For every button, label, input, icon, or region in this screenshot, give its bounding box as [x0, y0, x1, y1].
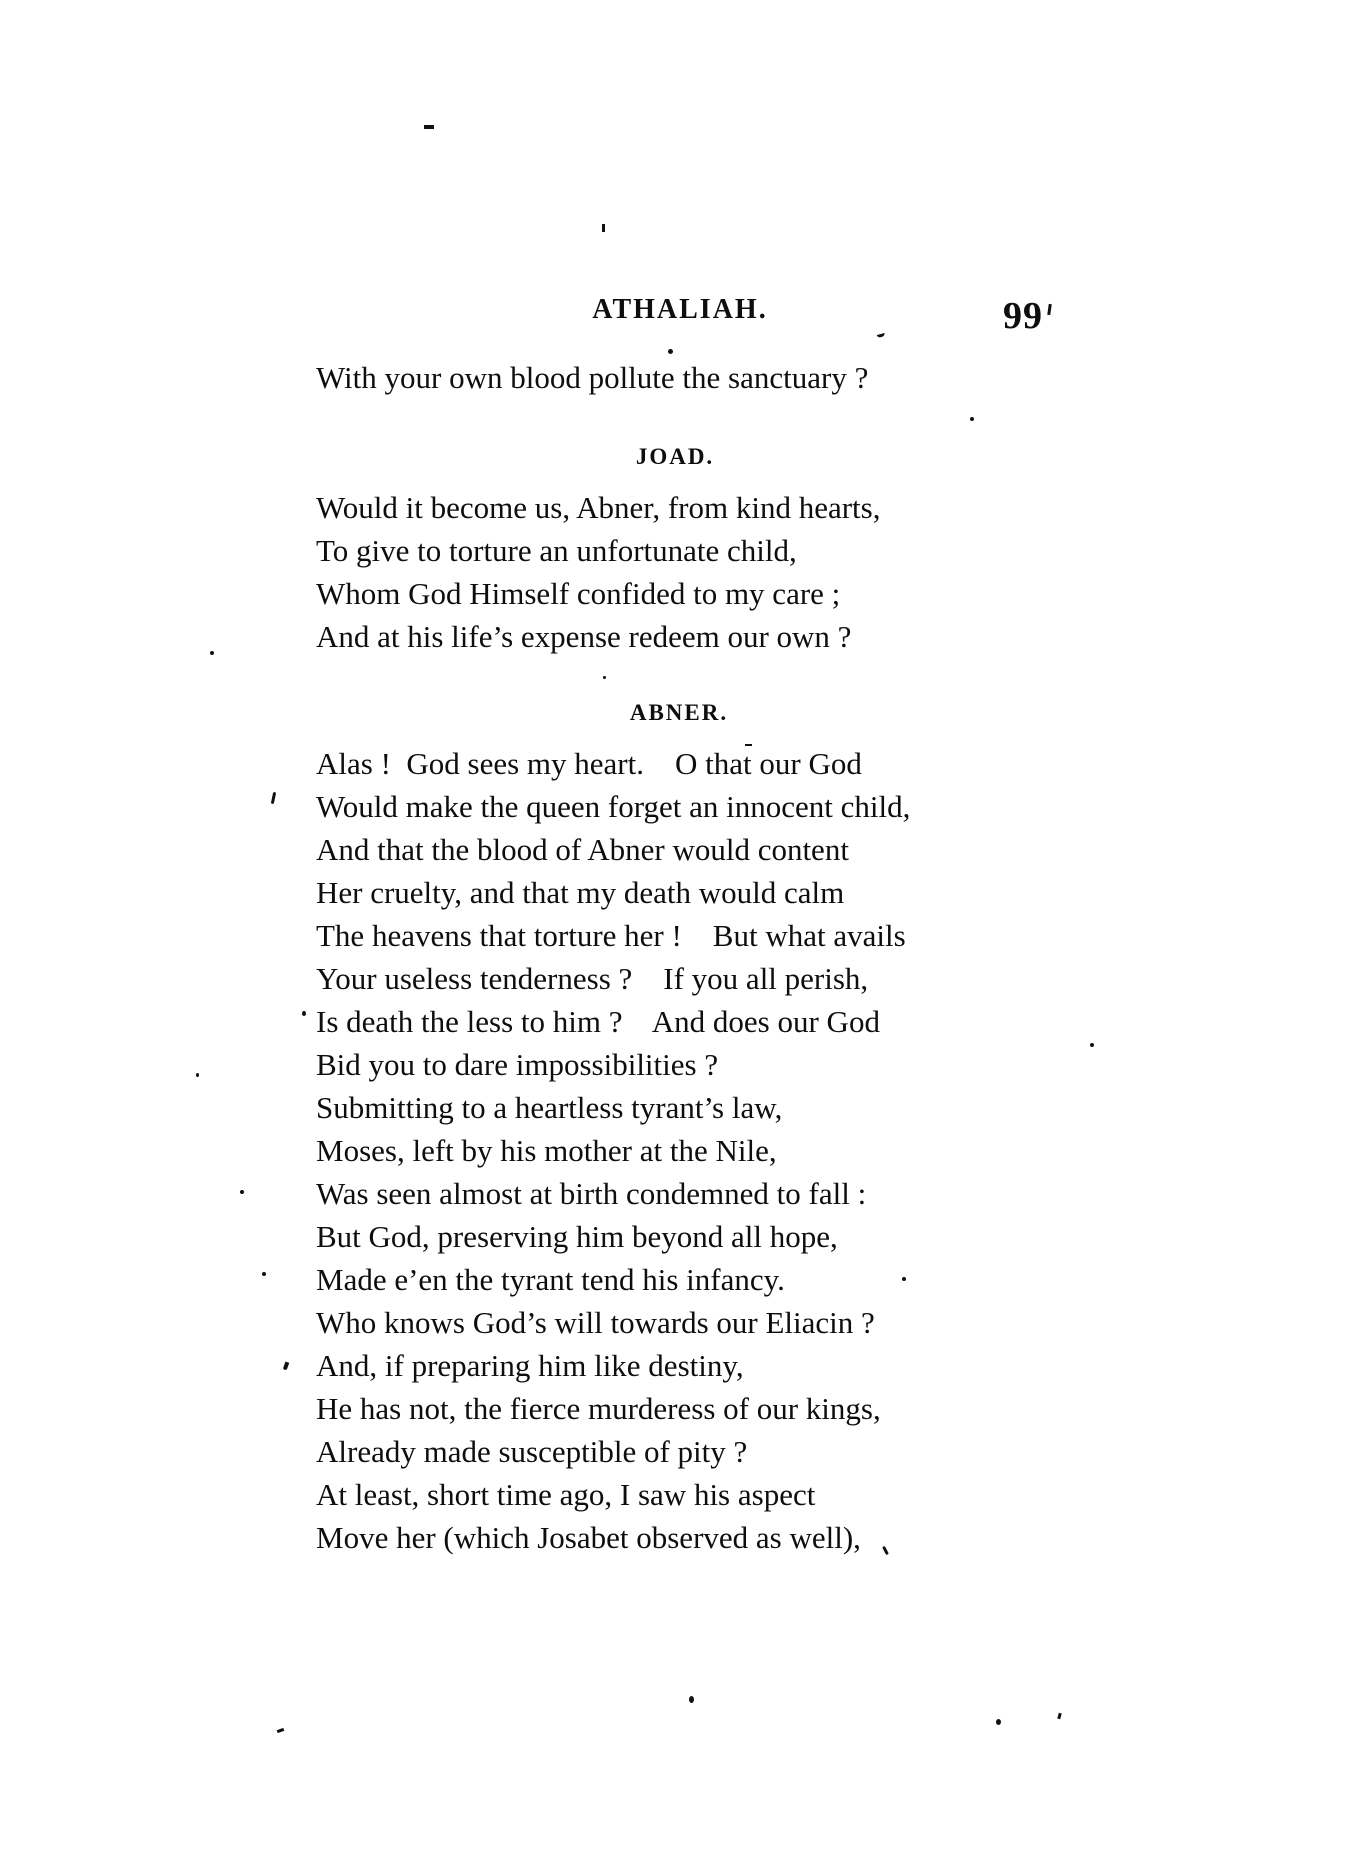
scan-speck: [262, 1272, 266, 1276]
speaker-heading-abner: ABNER.: [629, 700, 729, 725]
verse-line: Your useless tenderness ? If you all perish,: [316, 961, 869, 996]
verse-line: And, if preparing him like destiny,: [316, 1348, 744, 1383]
scan-speck: [970, 417, 974, 421]
verse-line: But God, preserving him beyond all hope,: [316, 1219, 838, 1254]
scan-speck: [196, 1073, 199, 1077]
speech-joad: [316, 486, 880, 658]
speech-abner: [316, 742, 910, 1559]
verse-line: Already made susceptible of pity ?: [316, 1434, 748, 1469]
running-header: ATHALIAH.: [592, 294, 768, 325]
verse-line-continued: With your own blood pollute the sanctuary ?: [316, 360, 869, 395]
scan-speck: [240, 1190, 244, 1194]
scan-speck: [745, 744, 752, 746]
scan-speck: [996, 1719, 1001, 1725]
scan-speck: [271, 792, 276, 804]
verse-line: Made e’en the tyrant tend his infancy.: [316, 1262, 785, 1297]
scan-speck: [603, 676, 606, 679]
verse-line: Move her (which Josabet observed as well),: [316, 1520, 861, 1555]
verse-line: And that the blood of Abner would content: [316, 832, 849, 867]
verse-line: He has not, the fierce murderess of our kings,: [316, 1391, 881, 1426]
page-number: 99: [1003, 295, 1043, 337]
verse-line: Was seen almost at birth condemned to fall :: [316, 1176, 867, 1211]
verse-line: Moses, left by his mother at the Nile,: [316, 1133, 777, 1168]
scan-speck: [602, 224, 605, 232]
verse-line: Alas ! God sees my heart. O that our God: [316, 746, 862, 781]
scan-speck: [283, 1362, 289, 1371]
verse-line: Is death the less to him ? And does our God: [316, 1004, 880, 1039]
scan-speck: [302, 1011, 306, 1016]
verse-line: Would it become us, Abner, from kind hearts,: [316, 490, 881, 525]
speaker-heading-joad: JOAD.: [635, 444, 715, 469]
scan-speck: [1090, 1043, 1094, 1047]
verse-line: To give to torture an unfortunate child,: [316, 533, 797, 568]
verse-line: At least, short time ago, I saw his aspect: [316, 1477, 816, 1512]
scan-speck: [902, 1277, 906, 1281]
verse-line: Submitting to a heartless tyrant’s law,: [316, 1090, 783, 1125]
scan-speck: [277, 1728, 285, 1733]
verse-line: Whom God Himself confided to my care ;: [316, 576, 841, 611]
verse-line: The heavens that torture her ! But what avails: [316, 918, 906, 953]
scan-speck: [689, 1696, 694, 1703]
scan-speck: [424, 125, 434, 129]
verse-line: Bid you to dare impossibilities ?: [316, 1047, 719, 1082]
verse-line: Would make the queen forget an innocent child,: [316, 789, 911, 824]
scan-speck: [1057, 1713, 1061, 1720]
verse-line: Her cruelty, and that my death would calm: [316, 875, 845, 910]
verse-line: Who knows God’s will towards our Eliacin ?: [316, 1305, 875, 1340]
verse-line: And at his life’s expense redeem our own ?: [316, 619, 852, 654]
scan-speck: [877, 333, 886, 338]
scan-speck: [210, 651, 214, 655]
scan-speck: [668, 349, 673, 354]
